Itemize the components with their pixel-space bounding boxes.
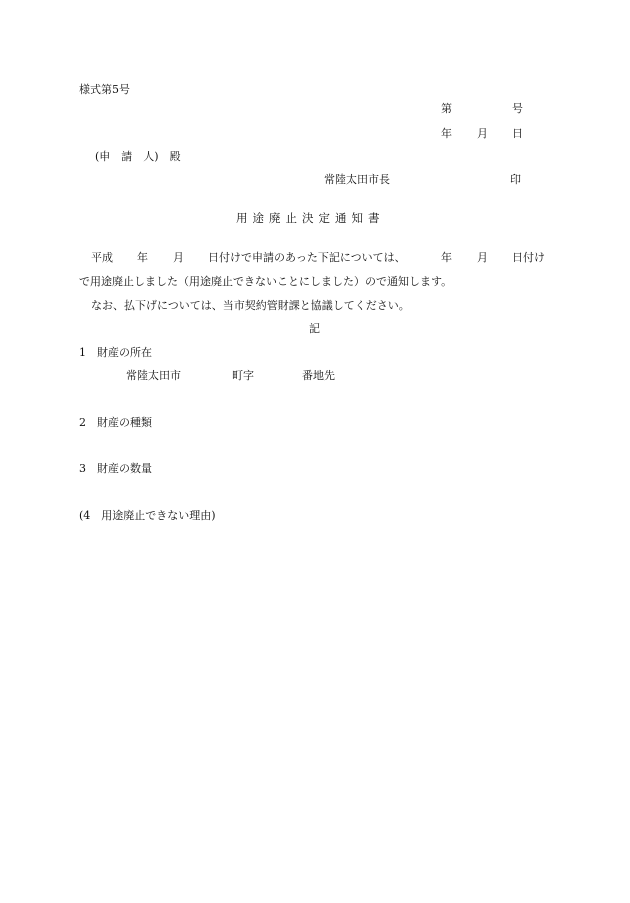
ki-heading: 記 <box>309 322 320 335</box>
issuer-name: 常陸太田市長 <box>324 173 390 186</box>
item-2-heading: 2 財産の種類 <box>79 416 152 429</box>
form-number: 様式第5号 <box>79 83 130 96</box>
body-year-2: 年 <box>441 251 452 264</box>
body-heisei: 平成 <box>91 251 113 264</box>
body-line3: なお、払下げについては、当市契約管財課と協議してください。 <box>91 299 410 312</box>
body-line1-middle: 日付けで申請のあった下記については、 <box>208 251 406 264</box>
body-month-2: 月 <box>477 251 488 264</box>
number-dai-label: 第 <box>441 102 452 115</box>
body-year-1: 年 <box>137 251 148 264</box>
body-line2: で用途廃止しました（用途廃止できないことにしました）ので通知します。 <box>79 275 453 288</box>
item-4-heading: (4 用途廃止できない理由) <box>79 509 216 522</box>
number-go-label: 号 <box>512 102 523 115</box>
body-line1-end: 日付け <box>512 251 545 264</box>
addressee: (申 請 人) 殿 <box>95 150 181 163</box>
item-1-town: 町字 <box>232 369 254 382</box>
item-1-heading: 1 財産の所在 <box>79 346 152 359</box>
item-1-city: 常陸太田市 <box>126 369 181 382</box>
seal-mark: 印 <box>510 173 521 186</box>
item-3-heading: 3 財産の数量 <box>79 462 152 475</box>
date-day-label: 日 <box>512 127 523 140</box>
date-year-label: 年 <box>441 127 452 140</box>
document-title: 用途廃止決定通知書 <box>236 211 385 225</box>
date-month-label: 月 <box>477 127 488 140</box>
body-month-1: 月 <box>173 251 184 264</box>
item-1-lot: 番地先 <box>302 369 335 382</box>
